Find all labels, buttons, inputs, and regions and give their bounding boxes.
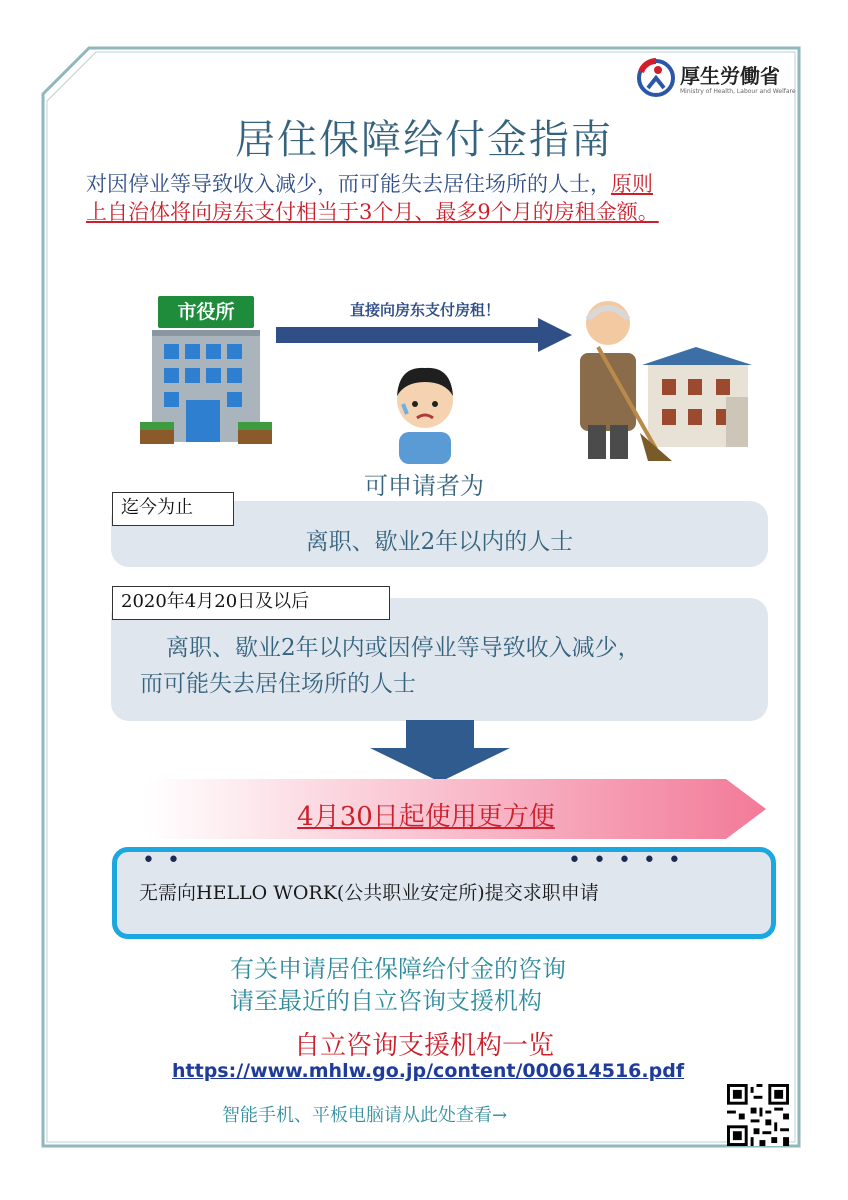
down-arrow-icon [370, 720, 510, 782]
ministry-subtitle: Ministry of Health, Labour and Welfare [680, 88, 796, 95]
after-condition-text [140, 630, 760, 702]
arrow-label: 直接向房东支付房租！ [349, 301, 500, 319]
intro-text-plain: 对因停业等导致收入减少，而可能失去居住场所的人士， [86, 172, 611, 196]
support-list-link[interactable]: https://www.mhlw.go.jp/content/000614516.pdf [172, 1060, 685, 1082]
consult-line-1: 有关申请居住保障给付金的咨询 [230, 955, 566, 983]
intro-paragraph [86, 170, 786, 226]
smartphone-note: 智能手机、平板电脑请从此处查看→ [222, 1105, 508, 1126]
after-condition-line-2: 而可能失去居住场所的人士 [140, 671, 416, 697]
qr-code-icon[interactable] [727, 1084, 789, 1146]
ministry-logo-icon [636, 58, 676, 98]
emphasis-dots-right: ••••• [568, 848, 693, 873]
city-office-sign: 市役所 [158, 296, 254, 328]
worried-person-icon [385, 352, 465, 464]
after-tag: 2020年4月20日及以后 [112, 586, 390, 620]
landlord-with-house-icon [576, 293, 756, 461]
consult-line-2: 请至最近的自立咨询支援机构 [230, 987, 542, 1015]
applicants-heading: 可申请者为 [364, 472, 484, 500]
right-arrow-icon [276, 318, 572, 352]
hello-work-text: 无需向HELLO WORK(公共职业安定所)提交求职申请 [139, 882, 599, 904]
page-title: 居住保障给付金指南 [235, 117, 613, 163]
intro-text-red-1: 原则 [611, 172, 653, 196]
ministry-name: 厚生労働省 [680, 64, 780, 88]
emphasis-dots-left: •• [142, 848, 192, 873]
banner-text: 4月30日起使用更方便 [297, 802, 555, 832]
before-condition-text: 离职、歇业2年以内的人士 [305, 529, 574, 555]
support-list-title: 自立咨询支援机构一览 [293, 1031, 554, 1061]
after-condition-line-1: 离职、歇业2年以内或因停业等导致收入减少， [166, 635, 641, 661]
intro-text-red-2: 上自治体将向房东支付相当于3个月、最多9个月的房租金额。 [86, 200, 659, 224]
consult-info [230, 953, 566, 1017]
before-tag: 迄今为止 [112, 492, 234, 526]
